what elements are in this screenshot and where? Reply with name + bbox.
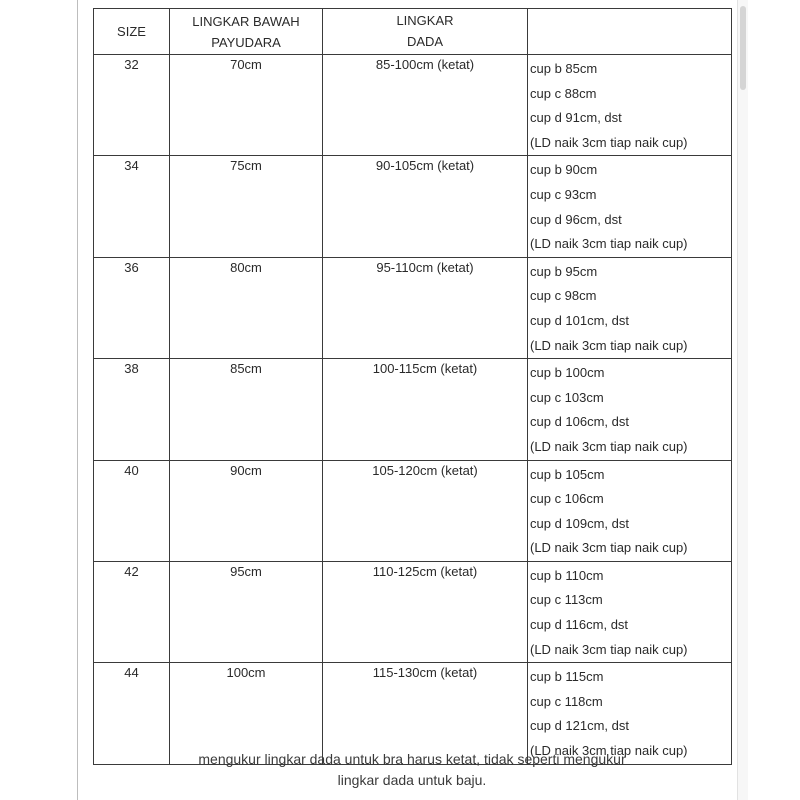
cell-cup-sizes [528, 156, 732, 257]
page-frame-edge [77, 0, 78, 800]
bra-size-table [93, 8, 732, 765]
cell-size: 36 [94, 257, 170, 358]
cell-cup-sizes [528, 460, 732, 561]
cup-b-value: cup b 100cm [530, 365, 605, 381]
cup-note: (LD naik 3cm tiap naik cup) [530, 540, 688, 556]
cup-note: (LD naik 3cm tiap naik cup) [530, 337, 688, 353]
table-row [94, 55, 732, 156]
cell-lingkar-dada: 110-125cm (ketat) [323, 561, 528, 662]
cup-b-value: cup b 115cm [530, 669, 604, 685]
cell-size: 42 [94, 561, 170, 662]
cup-b-value: cup b 85cm [530, 61, 598, 76]
cell-lingkar-bawah: 95cm [170, 561, 323, 662]
cup-b-value: cup b 90cm [530, 162, 598, 178]
cup-c-value: cup c 113cm [530, 592, 603, 608]
cup-d-value: cup d 101cm, dst [530, 312, 629, 328]
cup-d-value: cup d 116cm, dst [530, 617, 629, 633]
cup-c-value: cup c 88cm [530, 85, 597, 101]
cup-note: (LD naik 3cm tiap naik cup) [530, 236, 688, 252]
scrollbar-thumb[interactable] [740, 6, 746, 90]
table-row [94, 561, 732, 662]
cell-size: 34 [94, 156, 170, 257]
cell-lingkar-bawah: 75cm [170, 156, 323, 257]
cell-lingkar-dada: 90-105cm (ketat) [323, 156, 528, 257]
cup-b-value: cup b 95cm [530, 263, 598, 279]
cup-d-value: cup d 96cm, dst [530, 211, 622, 227]
cup-note: (LD naik 3cm tiap naik cup) [530, 641, 688, 657]
cell-lingkar-dada: 95-110cm (ketat) [323, 257, 528, 358]
cell-lingkar-dada: 85-100cm (ketat) [323, 55, 528, 156]
cell-lingkar-bawah: 90cm [170, 460, 323, 561]
cup-c-value: cup c 93cm [530, 186, 597, 202]
cell-lingkar-dada: 115-130cm (ketat) [323, 663, 528, 764]
cup-note: (LD naik 3cm tiap naik cup) [530, 134, 688, 150]
header-dada-line1: LINGKAR [396, 13, 454, 28]
table-row [94, 460, 732, 561]
cup-b-value: cup b 105cm [530, 466, 605, 482]
cup-d-value: cup d 109cm, dst [530, 515, 629, 531]
cell-size: 38 [94, 359, 170, 460]
table-row [94, 156, 732, 257]
cup-d-value: cup d 121cm, dst [530, 718, 629, 734]
header-lingkar-dada [323, 9, 528, 55]
cup-b-value: cup b 110cm [530, 567, 604, 583]
measurement-note-line1: mengukur lingkar dada untuk bra harus ketat, tidak seperti mengukur [198, 751, 626, 767]
cup-note: (LD naik 3cm tiap naik cup) [530, 743, 688, 759]
cup-c-value: cup c 98cm [530, 288, 597, 304]
cup-d-value: cup d 106cm, dst [530, 414, 629, 430]
cell-cup-sizes [528, 257, 732, 358]
header-dada-line2: DADA [406, 34, 444, 49]
measurement-note-line2: lingkar dada untuk baju. [337, 772, 487, 788]
header-cup [528, 9, 732, 55]
cell-size: 32 [94, 55, 170, 156]
cup-c-value: cup c 118cm [530, 693, 603, 709]
cup-note: (LD naik 3cm tiap naik cup) [530, 438, 688, 454]
cell-cup-sizes [528, 55, 732, 156]
cell-size: 40 [94, 460, 170, 561]
header-size: SIZE [94, 9, 170, 55]
measurement-note [93, 749, 731, 791]
header-bawah-line1: LINGKAR BAWAH [192, 13, 300, 29]
vertical-scrollbar[interactable] [737, 0, 748, 800]
cell-cup-sizes [528, 561, 732, 662]
cell-lingkar-bawah: 80cm [170, 257, 323, 358]
cell-lingkar-dada: 100-115cm (ketat) [323, 359, 528, 460]
cell-lingkar-bawah: 100cm [170, 663, 323, 764]
table-row [94, 359, 732, 460]
cup-c-value: cup c 106cm [530, 491, 604, 507]
table-row [94, 257, 732, 358]
cell-lingkar-bawah: 85cm [170, 359, 323, 460]
cup-c-value: cup c 103cm [530, 389, 604, 405]
header-bawah-line2: PAYUDARA [211, 34, 281, 50]
table-header-row [94, 9, 732, 55]
header-lingkar-bawah-payudara [170, 9, 323, 55]
cell-lingkar-bawah: 70cm [170, 55, 323, 156]
cell-cup-sizes [528, 359, 732, 460]
cell-size: 44 [94, 663, 170, 764]
cell-lingkar-dada: 105-120cm (ketat) [323, 460, 528, 561]
cup-d-value: cup d 91cm, dst [530, 110, 622, 126]
